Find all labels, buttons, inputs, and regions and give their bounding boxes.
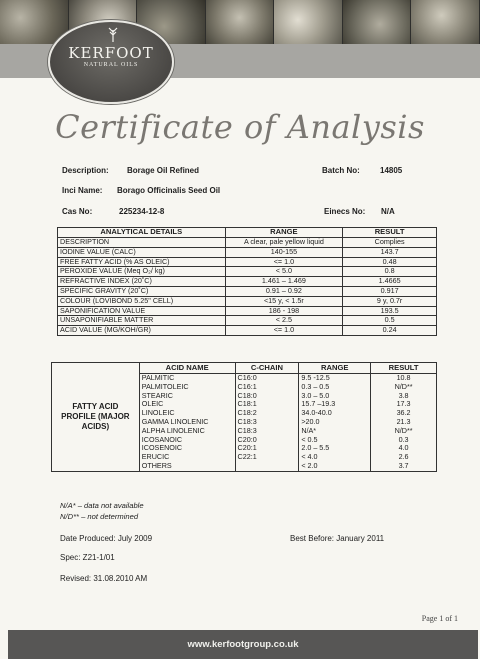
seed-photo-tile: [411, 0, 480, 44]
table-cell: < 2.5: [225, 316, 343, 326]
table-header-row: [52, 363, 437, 374]
table-cell: < 2.0: [299, 462, 371, 471]
einecs-field: [324, 207, 395, 216]
table-cell: N/D**: [371, 427, 437, 436]
table-cell: OTHERS: [139, 462, 235, 471]
column-header: RESULT: [343, 228, 437, 238]
column-header: RANGE: [299, 363, 371, 374]
table-cell: [235, 462, 299, 471]
table-cell: C16:0: [235, 374, 299, 383]
seed-photo-tile: [343, 0, 412, 44]
column-header: RANGE: [225, 228, 343, 238]
table-cell: UNSAPONIFIABLE MATTER: [58, 316, 226, 326]
table-cell: 3.0 – 5.0: [299, 392, 371, 401]
footer-bar: [8, 630, 478, 659]
table-cell: OLEIC: [139, 400, 235, 409]
note-nd: N/D** – not determined: [60, 512, 139, 521]
wheat-icon: [106, 26, 120, 42]
table-row: [58, 286, 437, 296]
table-cell: C20:1: [235, 444, 299, 453]
table-cell: C16:1: [235, 383, 299, 392]
einecs-label: Einecs No:: [324, 207, 366, 216]
table-cell: 36.2: [371, 409, 437, 418]
table-cell: 3.7: [371, 462, 437, 471]
table-cell: COLOUR (LOVIBOND 5.25" CELL): [58, 296, 226, 306]
column-header: RESULT: [371, 363, 437, 374]
table-cell: ICOSENOIC: [139, 444, 235, 453]
table-cell: A clear, pale yellow liquid: [225, 238, 343, 248]
table-cell: PALMITIC: [139, 374, 235, 383]
table-row: [58, 326, 437, 336]
table-cell: ACID VALUE (MG/KOH/GR): [58, 326, 226, 336]
kerfoot-logo: [48, 20, 174, 104]
note-na: N/A* – data not available: [60, 501, 144, 510]
inci-value: Borago Officinalis Seed Oil: [117, 186, 221, 195]
table-cell: 0.3 – 0.5: [299, 383, 371, 392]
seed-photo-tile: [274, 0, 343, 44]
table-cell: 34.0-40.0: [299, 409, 371, 418]
table-cell: 4.0: [371, 444, 437, 453]
batch-field: [322, 166, 402, 175]
table-cell: 0.48: [343, 257, 437, 267]
cas-value: 225234-12-8: [119, 207, 165, 216]
footer-website-link[interactable]: www.kerfootgroup.co.uk: [187, 639, 299, 650]
revised: Revised: 31.08.2010 AM: [60, 574, 148, 583]
table-cell: >20.0: [299, 418, 371, 427]
table-cell: REFRACTIVE INDEX (20˚C): [58, 277, 226, 287]
table-row: [58, 238, 437, 248]
seed-photo-tile: [206, 0, 275, 44]
table-cell: 3.8: [371, 392, 437, 401]
best-before: Best Before: January 2011: [290, 534, 385, 543]
table-row: [58, 296, 437, 306]
table-cell: FREE FATTY ACID (% AS OLEIC): [58, 257, 226, 267]
column-header: C-CHAIN: [235, 363, 299, 374]
table-cell: STEARIC: [139, 392, 235, 401]
table-cell: DESCRIPTION: [58, 238, 226, 248]
logo-brand: KERFOOT: [68, 44, 154, 62]
table-cell: 15.7 –19.3: [299, 400, 371, 409]
table-cell: PALMITOLEIC: [139, 383, 235, 392]
table-row: [58, 247, 437, 257]
table-cell: 9 y, 0.7r: [343, 296, 437, 306]
analytical-details-table: [57, 227, 437, 336]
einecs-value: N/A: [381, 207, 395, 216]
table-cell: C22:1: [235, 453, 299, 462]
table-cell: <= 1.0: [225, 257, 343, 267]
table-cell: LINOLEIC: [139, 409, 235, 418]
table-cell: 9.5 -12.5: [299, 374, 371, 383]
fatty-acid-table: [51, 362, 437, 472]
table-row: [58, 277, 437, 287]
table-cell: < 4.0: [299, 453, 371, 462]
table-cell: N/A*: [299, 427, 371, 436]
column-header: ACID NAME: [139, 363, 235, 374]
table-cell: 21.3: [371, 418, 437, 427]
table-cell: PEROXIDE VALUE (Meq O₂/ kg): [58, 267, 226, 277]
table-cell: Complies: [343, 238, 437, 248]
table-cell: 140-155: [225, 247, 343, 257]
table-cell: 0.91 – 0.92: [225, 286, 343, 296]
table-cell: < 0.5: [299, 436, 371, 445]
table-cell: C18:3: [235, 418, 299, 427]
logo-subtitle: NATURAL OILS: [83, 62, 139, 68]
table-cell: IODINE VALUE (CALC): [58, 247, 226, 257]
table-cell: C18:0: [235, 392, 299, 401]
description-label: Description:: [62, 166, 109, 175]
table-cell: 0.24: [343, 326, 437, 336]
table-cell: ICOSANOIC: [139, 436, 235, 445]
certificate-title: Certificate of Analysis: [55, 108, 425, 146]
table-cell: C18:3: [235, 427, 299, 436]
table-header-row: [58, 228, 437, 238]
table-cell: 10.8: [371, 374, 437, 383]
table-cell: 1.4665: [343, 277, 437, 287]
table-cell: 2.0 – 5.5: [299, 444, 371, 453]
table-cell: 1.461 – 1.469: [225, 277, 343, 287]
description-value: Borage Oil Refined: [127, 166, 200, 175]
description-field: [62, 166, 199, 175]
table-cell: 2.6: [371, 453, 437, 462]
table-cell: 0.3: [371, 436, 437, 445]
batch-label: Batch No:: [322, 166, 360, 175]
table-cell: SPECIFIC GRAVITY (20˚C): [58, 286, 226, 296]
table-cell: 143.7: [343, 247, 437, 257]
column-header: ANALYTICAL DETAILS: [58, 228, 226, 238]
cas-field: [62, 207, 164, 216]
table-cell: C18:1: [235, 400, 299, 409]
table-cell: C20:0: [235, 436, 299, 445]
table-cell: 17.3: [371, 400, 437, 409]
table-cell: <15 y, < 1.5r: [225, 296, 343, 306]
table-cell: 0.8: [343, 267, 437, 277]
table-cell: ALPHA LINOLENIC: [139, 427, 235, 436]
table-cell: N/D**: [371, 383, 437, 392]
page-number: Page 1 of 1: [421, 614, 458, 623]
table-cell: C18:2: [235, 409, 299, 418]
inci-field: [62, 186, 220, 195]
table-cell: GAMMA LINOLENIC: [139, 418, 235, 427]
fatty-acid-profile-label: FATTY ACID PROFILE (MAJOR ACIDS): [52, 363, 140, 472]
table-cell: ERUCIC: [139, 453, 235, 462]
table-cell: 186 - 198: [225, 306, 343, 316]
table-cell: 0.917: [343, 286, 437, 296]
table-cell: < 5.0: [225, 267, 343, 277]
date-produced: Date Produced: July 2009: [60, 534, 153, 543]
spec: Spec: Z21-1/01: [60, 553, 115, 562]
table-cell: SAPONIFICATION VALUE: [58, 306, 226, 316]
table-cell: <= 1.0: [225, 326, 343, 336]
batch-value: 14805: [380, 166, 403, 175]
table-cell: 193.5: [343, 306, 437, 316]
table-cell: 0.5: [343, 316, 437, 326]
inci-label: Inci Name:: [62, 186, 103, 195]
cas-label: Cas No:: [62, 207, 93, 216]
